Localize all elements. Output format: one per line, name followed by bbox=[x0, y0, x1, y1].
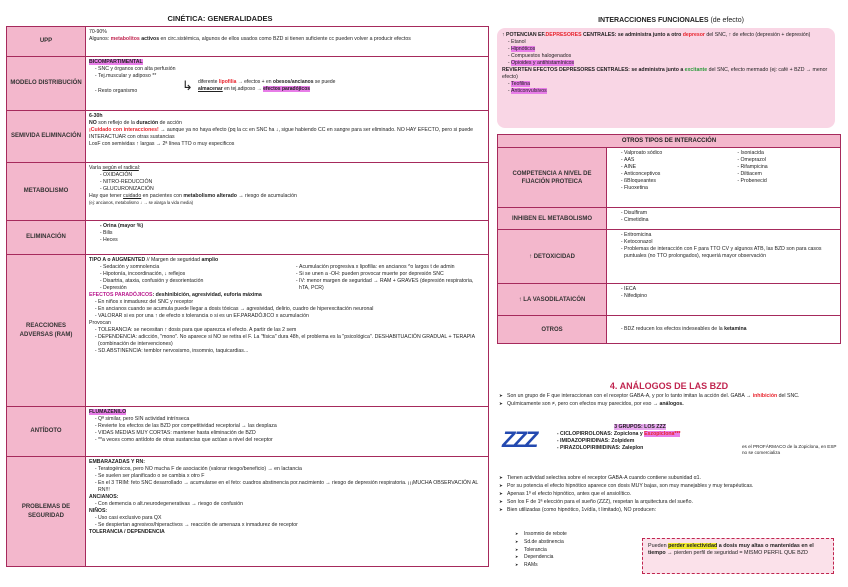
label-reacciones: REACCIONES ADVERSAS (RAM) bbox=[7, 255, 86, 407]
eliminacion-item: - Orina (mayor %) bbox=[103, 223, 485, 230]
analogos-p1: ➤ Son un grupo de F que interaccionan con el receptor GABA-A, y por lo tanto imitan la acción del. GABA → inhibición del SNC. bbox=[499, 393, 839, 400]
semivida-line3: ¡Cuidado con interacciones! → aunque ya no haya efecto (pq la cc en SNC ha ↓, sigue habiendo CC en sangre para ser eliminado. NO HAY EFECTO, pero si puede INTERACTUAR con otras sustancias bbox=[89, 127, 474, 141]
label-semivida: SEMIVIDA ELIMINACIÓN bbox=[7, 111, 86, 163]
comp-item: - Omeprazol bbox=[741, 157, 838, 164]
metabolismo-item: - OXIDACIÓN bbox=[103, 172, 485, 179]
rev-item: Teofilina bbox=[511, 81, 531, 88]
analogos-item: ➤ Por su potencia el efecto hipnótico aparece con dosis MUY bajas, son muy manejables y muy terapéuticas. bbox=[499, 483, 839, 490]
functional-interactions-box bbox=[497, 28, 835, 128]
content-semivida bbox=[86, 111, 489, 163]
ram-item: - IV: menor margen de seguridad → RAM + GRAVES (depresión respiratoria, hTA, PCR) bbox=[299, 278, 485, 292]
eliminacion-item: - Bilis bbox=[103, 230, 485, 237]
eliminacion-item: - Heces bbox=[103, 237, 485, 244]
label-detox: ↑ DETOXICIDAD bbox=[498, 230, 607, 284]
modelo-item: - SNC y órganos con alta perfusión bbox=[98, 66, 485, 73]
content-inhiben bbox=[607, 208, 841, 230]
vaso-item: - IECA bbox=[624, 286, 837, 293]
pot-item: - Etanol bbox=[511, 39, 830, 46]
upp-line2: Algunos: metabolitos activos en circ.sistémica, algunos de ellos usados como BZD si tienen suficiente cc pueden volver a producir efectos bbox=[89, 36, 411, 43]
upp-line1: 70-90% bbox=[89, 29, 107, 35]
metabolismo-line: Hay que tener cuidado en pacientes con metabolismo alterado → riesgo de acumulación bbox=[89, 193, 297, 200]
row-inhiben bbox=[498, 208, 841, 230]
analogos-item: ➤ Bien utilizadas (como hipnótico, 1v/día, t limitado), NO producen: bbox=[499, 507, 839, 514]
groups-note: es el PROFÁRMACO de la Zopiclona, en ESP no se comercializa bbox=[742, 444, 837, 456]
label-competencia: COMPETENCIA A NIVEL DE FIJACIÓN PROTEICA bbox=[498, 148, 607, 208]
ram-item: - Si se unen a -OH: pueden provocar muerte por depresión SNC bbox=[299, 271, 485, 278]
problemas-h2: ANCIANOS: bbox=[89, 494, 119, 501]
semivida-line2: NO son reflejo de la duración de acción bbox=[89, 120, 182, 127]
modelo-item: - Resto organismo bbox=[98, 88, 485, 95]
analogos-item: ➤ Tienen actividad selectiva sobre el receptor GABA-A cuando contiene subunidad α1. bbox=[499, 475, 839, 482]
other-header: OTROS TIPOS DE INTERACCIÓN bbox=[498, 135, 841, 148]
label-upp: UPP bbox=[7, 27, 86, 57]
row-antidoto bbox=[7, 407, 489, 457]
analogos-p2: ➤ Químicamente son ≠, pero con efectos muy parecidos, por eso → análogos. bbox=[499, 401, 839, 408]
problemas-h4: TOLERANCIA / DEPENDENCIA bbox=[89, 529, 165, 536]
label-modelo: MODELO DISTRIBUCIÓN bbox=[7, 57, 86, 111]
comp-item: - Valproato sódico bbox=[624, 150, 721, 157]
content-problemas bbox=[86, 457, 489, 567]
analogos-list bbox=[499, 475, 839, 515]
prov-item: - TOLERANCIA: se necesitan ↑ dosis para que aparezca el efecto. A partir de las 2 sem bbox=[98, 327, 485, 334]
label-inhiben: INHIBEN EL METABOLISMO bbox=[498, 208, 607, 230]
problemas-item: - En el 3 TRIM: feto SNC desarrollado → acumularse en el feto: cuadros abstinencia por.nacimiento → riesgo de depresión respiratoria. ¡¡¡MUCHA OBSERVACIÓN AL RN!!! bbox=[98, 480, 485, 494]
problemas-item: - Con demencia o alt.neurodegenerativas → riesgo de confusión bbox=[98, 501, 485, 508]
ram-item: - Sedación y somnolencia bbox=[103, 264, 284, 271]
reacciones-intro: TIPO A o AUGMENTED // Margen de seguridad amplio bbox=[89, 257, 219, 263]
zzz-icon: ZZZ bbox=[502, 427, 537, 452]
reacciones-provocan: Provocan bbox=[89, 320, 111, 327]
parad-item: - En niños x inmadurez del SNC y receptor bbox=[98, 299, 485, 306]
group-item: - PIRAZOLOPIRIMIDINAS: Zaleplon bbox=[560, 445, 740, 452]
row-metabolismo bbox=[7, 163, 489, 221]
analogos-intro bbox=[499, 393, 839, 409]
row-vaso bbox=[498, 284, 841, 316]
problemas-item: - Se despiertan agresivos/hiperactivos → reacción de amenaza x inmadurez de receptor bbox=[98, 522, 485, 529]
sub-item: ➤ Tolerancia bbox=[515, 547, 635, 554]
row-eliminacion bbox=[7, 221, 489, 255]
problemas-item: - Se suelen ser planificado o se cambia x otro F bbox=[98, 473, 485, 480]
prov-item: - SD.ABSTINENCIA: temblor nervosismo, insomnio, taquicardias... bbox=[98, 348, 485, 355]
comp-item: - AAS bbox=[624, 157, 721, 164]
problemas-item: - Uso casi exclusivo para QX bbox=[98, 515, 485, 522]
metabolismo-item: - GLUCURONIZACIÓN bbox=[103, 186, 485, 193]
row-modelo bbox=[7, 57, 489, 111]
ram-item: - Acumulación progresiva x lipofilia: en ancianos ^o largos t de admin bbox=[299, 264, 485, 271]
analogos-title: 4. ANÁLOGOS DE LAS BZD bbox=[609, 381, 729, 391]
inh-item: - Cimetidina bbox=[624, 217, 837, 224]
antidoto-item: - **a veces como antídoto de otras sustancias que actúan a nivel del receptor bbox=[98, 437, 485, 444]
label-metabolismo: METABOLISMO bbox=[7, 163, 86, 221]
label-vaso: ↑ LA VASODILATAICÓN bbox=[498, 284, 607, 316]
detox-item: - Ketoconazol bbox=[624, 239, 837, 246]
group-item: - CICLOPIRROLONAS: Zopiclona y Eszopiclona*** bbox=[560, 431, 740, 438]
row-detox bbox=[498, 230, 841, 284]
row-problemas bbox=[7, 457, 489, 567]
curve-arrow-icon: ↳ bbox=[182, 78, 193, 93]
comp-item: - AINE bbox=[624, 164, 721, 171]
row-upp bbox=[7, 27, 489, 57]
label-otros: OTROS bbox=[498, 316, 607, 344]
detox-item: - Problemas de interacción con F para TTO CV y algunos ATB, las BZD son para casos puntuales (no TTO prolongados), requeriá mayor observación bbox=[624, 246, 837, 260]
detox-item: - Eritromicina bbox=[624, 232, 837, 239]
label-problemas: PROBLEMAS DE SEGURIDAD bbox=[7, 457, 86, 567]
kinetics-table bbox=[6, 26, 489, 567]
row-reacciones bbox=[7, 255, 489, 407]
antidoto-heading: FLUMAZENILO bbox=[89, 409, 127, 415]
group-item: - IMIDAZOPIRIDINAS: Zolpidem bbox=[560, 438, 740, 445]
modelo-item: - Tej.muscular y adiposo ** bbox=[98, 73, 485, 80]
row-semivida bbox=[7, 111, 489, 163]
pot-item: Hipnóticos bbox=[511, 46, 536, 53]
other-interactions-table bbox=[497, 134, 841, 344]
func-pot: ↑ POTENCIAN EF.DEPRESORES CENTRALES: se administra junto a otro depresor del SNC, ↑ de efecto (depresión + depresión) bbox=[502, 32, 811, 38]
parad-item: - VALORAR si es por una ↑ de efecto x tolerancia o si es un EF.PARADÓJICO x acumulación bbox=[98, 313, 485, 320]
sub-item: ➤ Dependencia bbox=[515, 554, 635, 561]
metabolismo-small: (ej: ancianos, metabolismo ↓ → se alarga la vida media) bbox=[89, 200, 194, 206]
analogos-item: ➤ Son los F de 1ª elección para el sueño (ZZZ), respetan la arquitectura del sueño. bbox=[499, 499, 839, 506]
sub-item: ➤ RAMs bbox=[515, 562, 635, 569]
sub-item: ➤ Insomnio de rebote bbox=[515, 531, 635, 538]
sub-item: ➤ Sd.de abstinencia bbox=[515, 539, 635, 546]
vaso-item: - Nifedipino bbox=[624, 293, 837, 300]
comp-item: - Fluoxetina bbox=[624, 185, 721, 192]
right-title bbox=[494, 16, 848, 25]
inh-item: - Disulfiram bbox=[624, 210, 837, 217]
content-modelo bbox=[86, 57, 489, 111]
comp-item: - Probenecid bbox=[741, 178, 838, 185]
content-metabolismo bbox=[86, 163, 489, 221]
selectividad-note-box: Pueden perder selectividad a dosis muy altas o mantenidas en el tiempo → pierden perfil de seguridad = MISMO PERFIL QUE BZD bbox=[642, 538, 834, 574]
comp-item: - ßBloqueantes bbox=[624, 178, 721, 185]
no-producen-list bbox=[515, 531, 635, 570]
right-title-main: INTERACCIONES FUNCIONALES bbox=[598, 17, 709, 24]
func-rev: REVIERTEN EFECTOS DEPRESORES CENTRALES: se administra junto a excitante del SNC, efecto mermado (ej: café + BZD → menor efecto) bbox=[502, 67, 828, 81]
problemas-h1: EMBARAZADAS Y RN: bbox=[89, 459, 146, 465]
right-title-suffix: (de efecto) bbox=[708, 17, 744, 24]
row-otros bbox=[498, 316, 841, 344]
parad-item: - En ancianos cuando se acumula puede llegar a dosis tóxicas → agresividad, delirio, cuadro de hiperexcitación neuronal bbox=[98, 306, 485, 313]
analogos-item: ➤ Apenas 1º el efecto hipnótico, antes que el ansiolítico. bbox=[499, 491, 839, 498]
antidoto-item: - VIDAS MEDIAS MUY CORTAS: mantener hasta eliminación de BZD bbox=[98, 430, 485, 437]
zzz-groups bbox=[540, 424, 740, 452]
comp-item: - Anticonceptivos bbox=[624, 171, 721, 178]
ram-item: - Disartria, ataxia, confusión y desorientación bbox=[103, 278, 284, 285]
content-eliminacion bbox=[86, 221, 489, 255]
ram-item: - Hipotonía, incoordinación, ↓ reflejos bbox=[103, 271, 284, 278]
content-upp bbox=[86, 27, 489, 57]
ram-item: - Depresión bbox=[103, 285, 284, 292]
content-detox bbox=[607, 230, 841, 284]
content-reacciones bbox=[86, 255, 489, 407]
row-competencia bbox=[498, 148, 841, 208]
prov-item: - DEPENDENCIA: adicción, "mono". No aparece si NO se retira el F. La "física" dura 48h, el problema es la "psicológica". DESHABITUACIÓN GRADUAL + TERAPIA (combinación de intervenciones) bbox=[98, 334, 485, 348]
semivida-line4: LosF con semividas ↑ largas → 2ª línea TTO o muy especificos bbox=[89, 141, 235, 148]
groups-title: 3 GRUPOS: LOS ZZZ bbox=[614, 424, 666, 430]
antidoto-item: - Revierte los efectos de las BZD por competitividad receptorial → las desplaza bbox=[98, 423, 485, 430]
comp-item: - Rifampicina bbox=[741, 164, 838, 171]
content-vaso bbox=[607, 284, 841, 316]
pot-item: Opioides y antihistamínicos bbox=[511, 60, 575, 67]
left-title: CINÉTICA: GENERALIDADES bbox=[167, 14, 273, 23]
comp-item: - Diltiacem bbox=[741, 171, 838, 178]
metabolismo-item: - NITRO-REDUCCIÓN bbox=[103, 179, 485, 186]
modelo-heading: BICOMPARTIMENTAL bbox=[89, 59, 143, 65]
content-antidoto bbox=[86, 407, 489, 457]
label-eliminacion: ELIMINACIÓN bbox=[7, 221, 86, 255]
label-antidoto: ANTÍDOTO bbox=[7, 407, 86, 457]
rev-item: Anticonvulsivos bbox=[511, 88, 547, 95]
metabolismo-intro: Varía según el radical: bbox=[89, 165, 141, 171]
content-competencia bbox=[607, 148, 841, 208]
comp-item: - Isoniacida bbox=[741, 150, 838, 157]
modelo-note: diferente lipofilia → efectos + en obesos/ancianos se puede almacenar en tej.adiposo → efectos paradójicos bbox=[198, 79, 336, 92]
content-otros: - BDZ reducen los efectos indeseables de la ketamina bbox=[607, 316, 841, 344]
pot-item: - Compuestos halogenados bbox=[511, 53, 830, 60]
reacciones-parad: EFECTOS PARADÓJICOS: deshinibición, agresividad, euforia máxima bbox=[89, 292, 262, 299]
problemas-h3: NIÑOS: bbox=[89, 508, 108, 515]
antidoto-item: - Qª similar, pero SIN actividad intrínseca bbox=[98, 416, 485, 423]
problemas-item: - Teratogénicos, pero NO mucha F de asociación (valorar riesgo/beneficio) → en lactancia bbox=[98, 466, 485, 473]
semivida-line1: 6-30h bbox=[89, 113, 103, 119]
